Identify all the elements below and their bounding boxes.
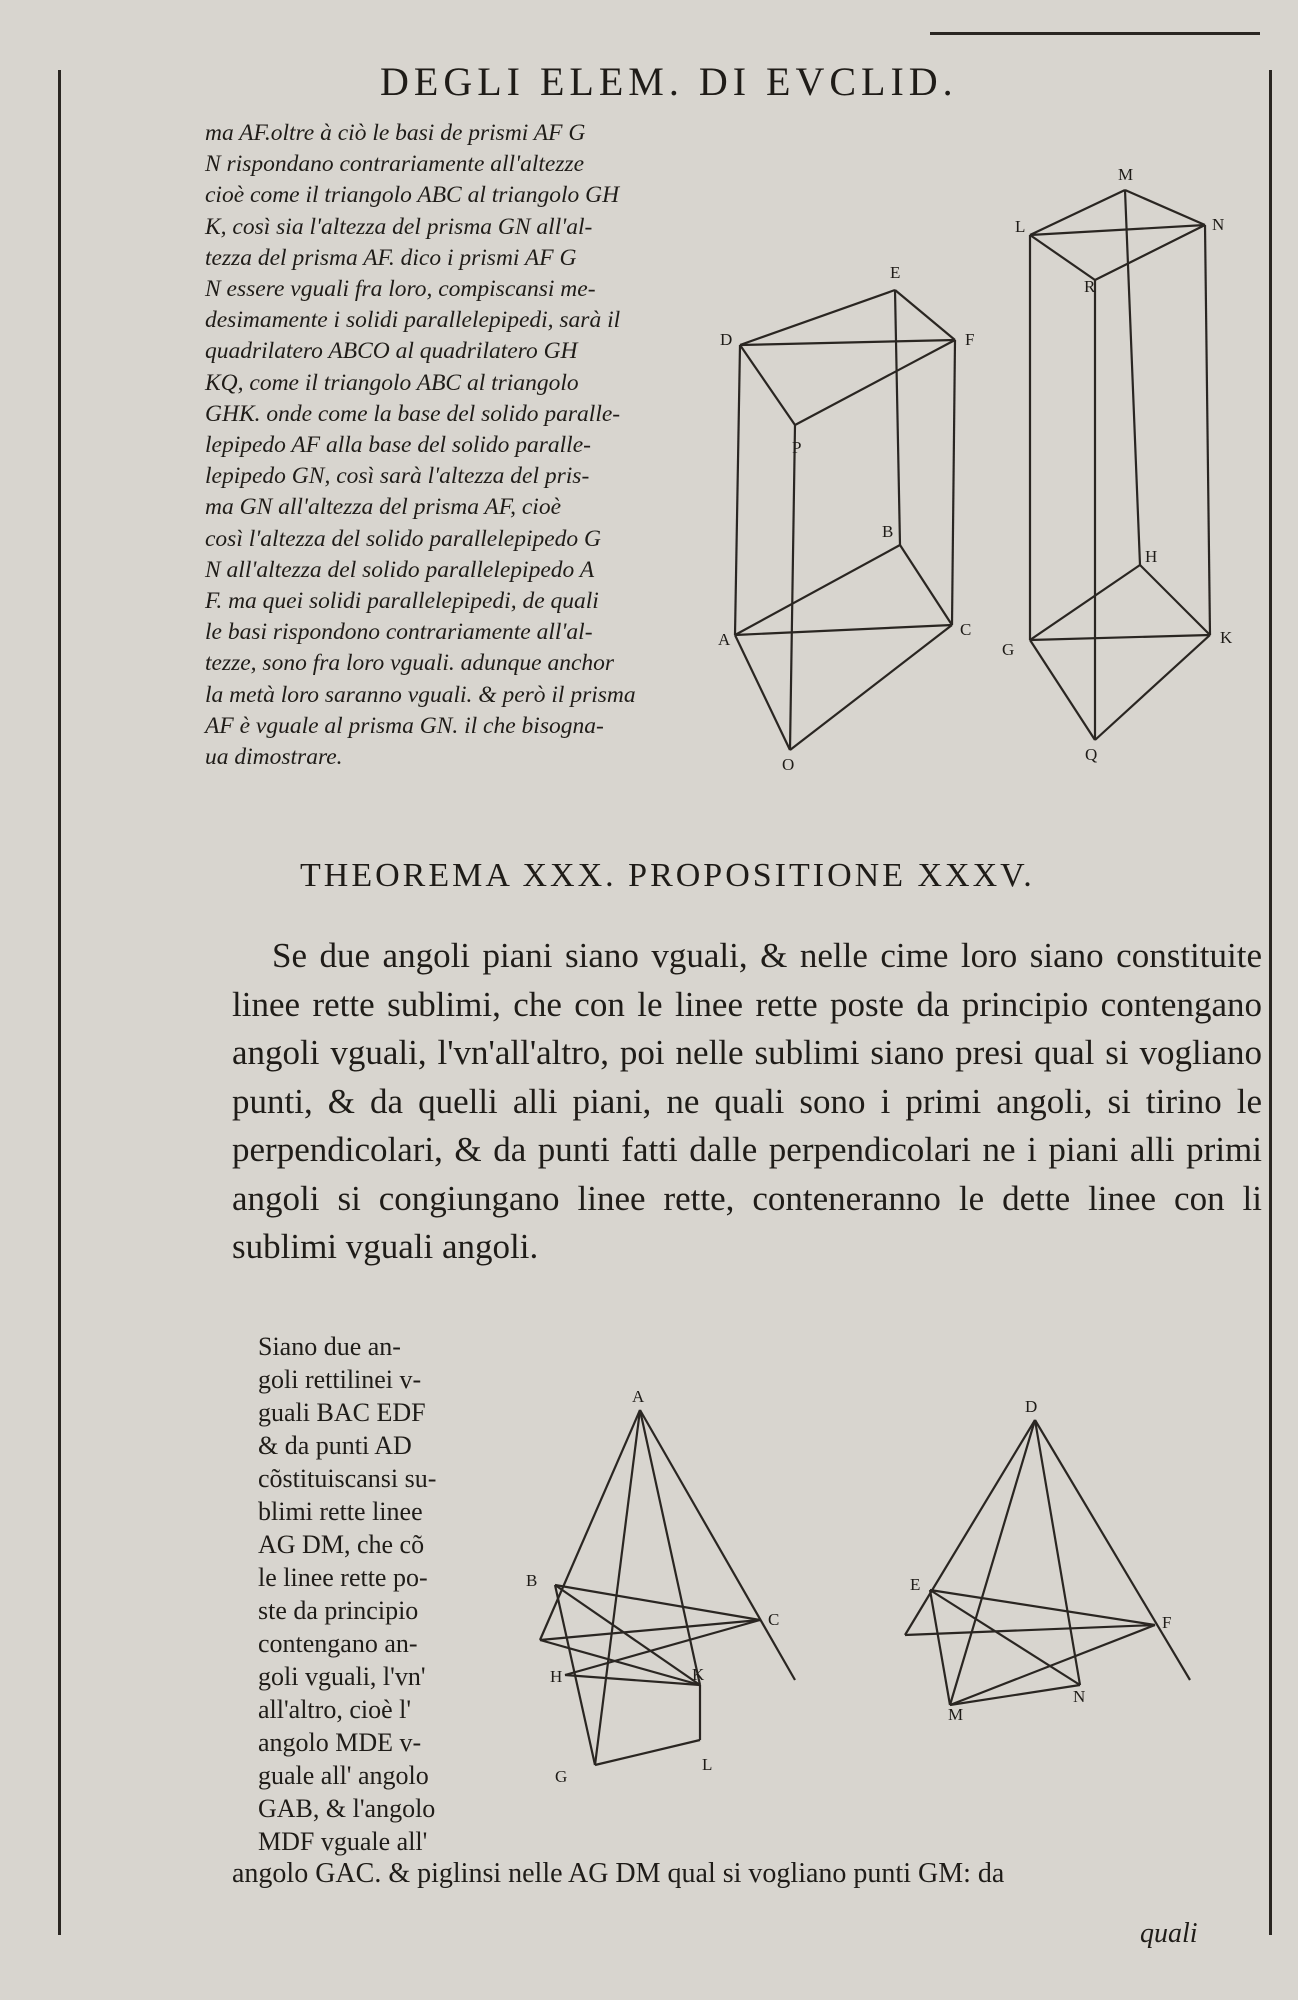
side-text-column <box>258 1330 458 1858</box>
label-q: Q <box>1085 745 1098 764</box>
text-line: N essere vguali fra loro, compiscansi me- <box>205 276 596 303</box>
label-n: N <box>1212 215 1225 234</box>
text-line: Siano due an- <box>258 1332 401 1361</box>
text-line: le linee rette po- <box>258 1563 428 1592</box>
label-f: F <box>1162 1613 1172 1632</box>
text-line: guale all' angolo <box>258 1761 429 1790</box>
top-text-column <box>205 118 705 773</box>
text-line: blimi rette linee <box>258 1497 423 1526</box>
text-line: cioè come il triangolo ABC al triangolo GH <box>205 182 620 209</box>
text-line: tezze, sono fra loro vguali. adunque anchor <box>205 650 615 677</box>
label-c: C <box>768 1610 780 1629</box>
catchword: quali <box>1140 1918 1198 1949</box>
text-line: così l'altezza del solido parallelepipedo G <box>205 525 602 552</box>
angle-bac <box>540 1410 795 1765</box>
label-b: B <box>526 1571 538 1590</box>
proposition-paragraph: Se due angoli piani siano vguali, & nelle cime loro siano constituite linee rette sublimi, che con le linee rette poste da principio contengano angoli vguali, l'vn'all'altro, poi nelle sublimi siano presi qual si vogliano punti, & da quelli alli piani, ne quali sono i primi angoli, si tirino le perpendicolari, & da punti fatti dalle perpendicolari ne i piani alli primi angoli si congiungano linee rette, conteneranno le dette linee con li sublimi vguali angoli. <box>232 936 1262 1266</box>
theorem-heading: THEOREMA XXX. PROPOSITIONE XXXV. <box>300 857 1035 894</box>
text-line: ste da principio <box>258 1596 419 1625</box>
label-o: O <box>782 755 795 774</box>
text-line: tezza del prisma AF. dico i prismi AF G <box>205 244 577 271</box>
text-line: ma GN all'altezza del prisma AF, cioè <box>205 494 561 521</box>
text-line: lepipedo GN, così sarà l'altezza del pris- <box>205 463 590 490</box>
running-head: DEGLI ELEM. DI EVCLID. <box>380 59 958 104</box>
label-h: H <box>1145 547 1158 566</box>
label-a: A <box>718 630 731 649</box>
angle-figure <box>510 1387 1270 1790</box>
text-line: GAB, & l'angolo <box>258 1794 436 1823</box>
text-line: AG DM, che cõ <box>258 1530 425 1559</box>
text-line: le basi rispondono contrariamente all'al- <box>205 619 593 646</box>
continuation-line: angolo GAC. & piglinsi nelle AG DM qual si vogliano punti GM: da <box>232 1858 1005 1889</box>
proposition-text <box>232 932 1262 1272</box>
text-line: F. ma quei solidi parallelepipedi, de quali <box>205 588 599 615</box>
text-line: MDF vguale all' <box>258 1827 428 1856</box>
text-line: N all'altezza del solido parallelepipedo A <box>205 556 595 583</box>
label-a: A <box>632 1387 645 1406</box>
label-l: L <box>702 1755 713 1774</box>
label-g: G <box>555 1767 568 1786</box>
text-line: cõstituiscansi su- <box>258 1464 437 1493</box>
text-line: contengano an- <box>258 1629 418 1658</box>
text-line: angolo MDE v- <box>258 1728 422 1757</box>
text-line: GHK. onde come la base del solido paralle- <box>205 400 621 427</box>
label-n: N <box>1073 1687 1086 1706</box>
label-d: D <box>720 330 733 349</box>
label-b: B <box>882 522 894 541</box>
text-line: guali BAC EDF <box>258 1398 426 1427</box>
label-e: E <box>890 263 901 282</box>
label-p: P <box>792 438 802 457</box>
label-k: K <box>1220 628 1233 647</box>
text-line: la metà loro saranno vguali. & però il prisma <box>205 681 636 708</box>
prism-figure <box>700 165 1260 790</box>
label-e: E <box>910 1575 921 1594</box>
text-line: quadrilatero ABCO al quadrilatero GH <box>205 338 578 365</box>
angle-edf <box>905 1420 1190 1705</box>
text-line: ma AF.oltre à ciò le basi de prismi AF G <box>205 120 586 146</box>
text-line: all'altro, cioè l' <box>258 1695 412 1724</box>
header-rule <box>930 32 1260 35</box>
text-line: KQ, come il triangolo ABC al triangolo <box>205 369 579 396</box>
label-r: R <box>1084 277 1096 296</box>
text-line: goli rettilinei v- <box>258 1365 422 1394</box>
label-c: C <box>960 620 972 639</box>
text-line: ua dimostrare. <box>205 744 343 771</box>
text-line: desimamente i solidi parallelepipedi, sarà il <box>205 307 621 334</box>
prism-af <box>735 290 955 750</box>
label-m: M <box>1118 165 1134 184</box>
label-g: G <box>1002 640 1015 659</box>
prism-gn <box>1030 190 1210 740</box>
text-line: & da punti AD <box>258 1431 412 1460</box>
text-line: K, così sia l'altezza del prisma GN all'al- <box>205 213 593 240</box>
label-l: L <box>1015 217 1026 236</box>
label-h: H <box>550 1667 563 1686</box>
text-line: lepipedo AF alla base del solido paralle- <box>205 432 591 459</box>
label-f: F <box>965 330 975 349</box>
label-k: K <box>692 1665 705 1684</box>
label-m: M <box>948 1705 964 1724</box>
text-line: goli vguali, l'vn' <box>258 1662 426 1691</box>
text-line: N rispondano contrariamente all'altezze <box>205 151 585 178</box>
label-d: D <box>1025 1397 1038 1416</box>
text-line: AF è vguale al prisma GN. il che bisogna- <box>205 712 604 739</box>
